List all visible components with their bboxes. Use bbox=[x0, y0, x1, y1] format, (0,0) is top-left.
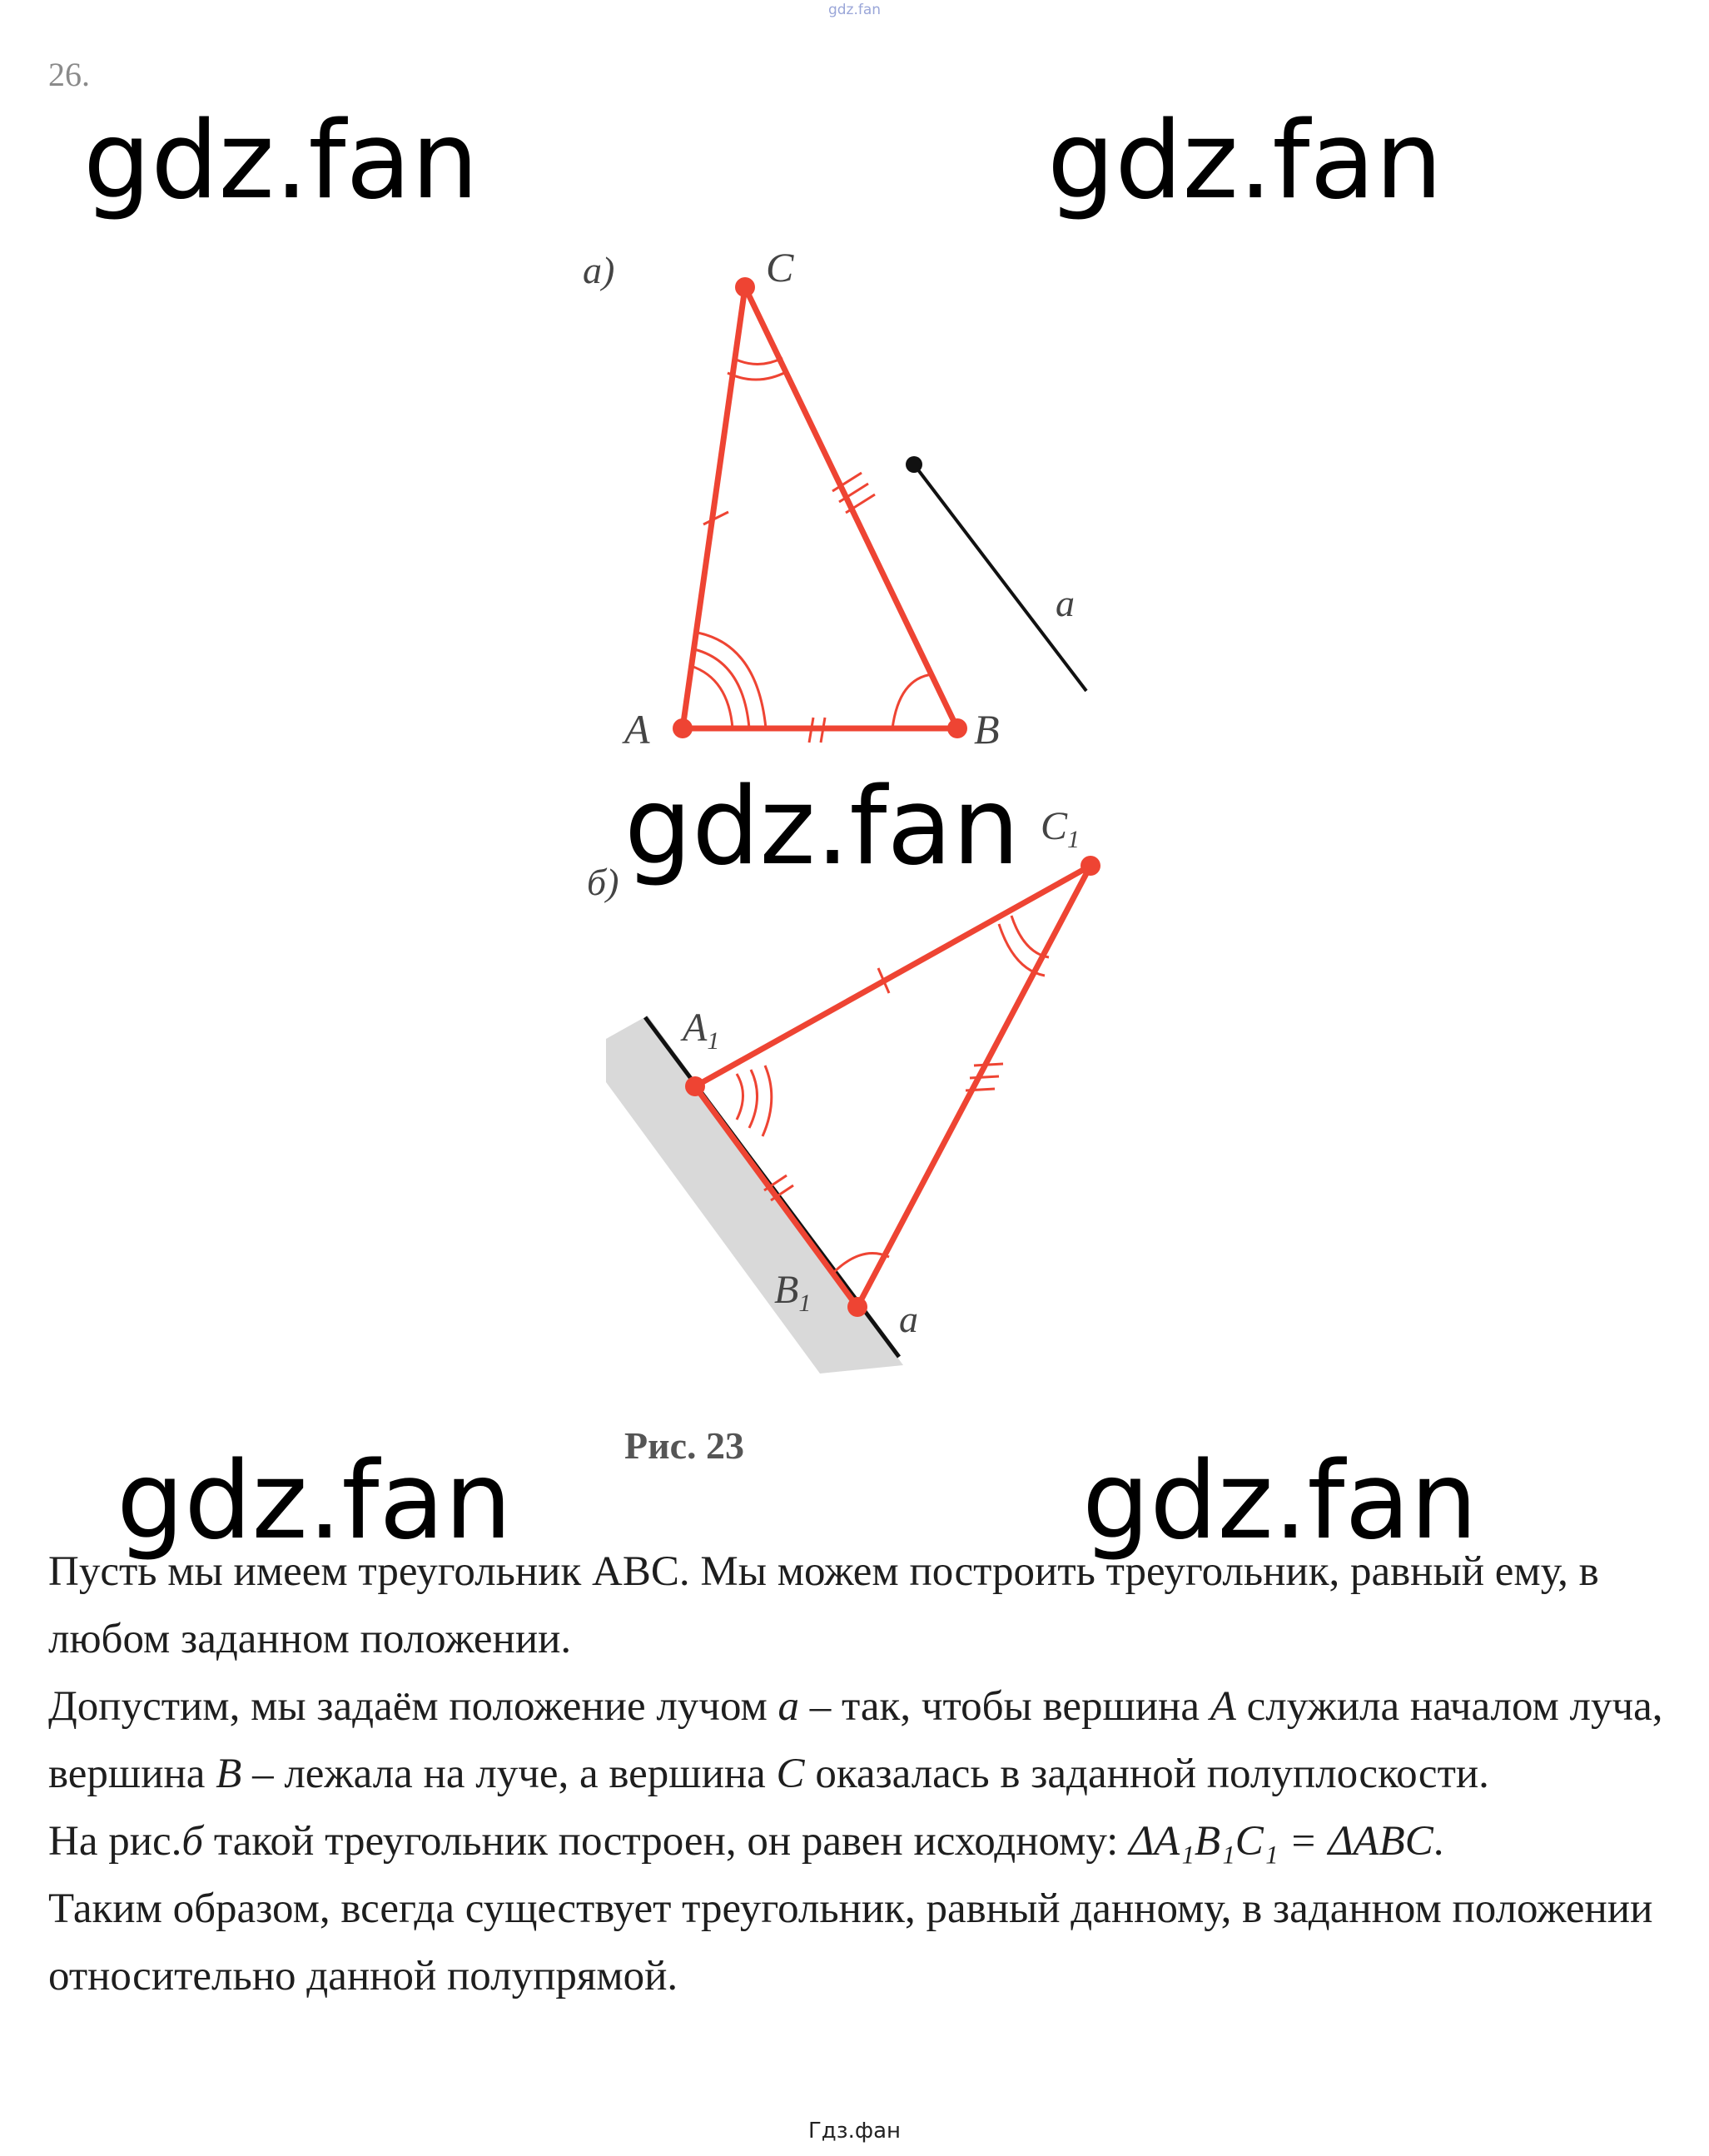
p2-text-3: служила началом луча, вершина bbox=[48, 1683, 1663, 1797]
figure-caption: Рис. 23 bbox=[624, 1424, 745, 1467]
p2-text-4: – лежала на луче, а вершина bbox=[241, 1751, 777, 1797]
solution-paragraph-2 bbox=[48, 1673, 1680, 1808]
vertex-a1-label bbox=[680, 1006, 719, 1055]
angle-b-arc bbox=[892, 674, 932, 728]
solution-paragraph-3 bbox=[48, 1808, 1680, 1875]
watermark-3: gdz.fan bbox=[624, 765, 1020, 889]
site-mark-bottom: Гдз.фан bbox=[807, 2119, 902, 2144]
angle-c1-arcs bbox=[999, 916, 1049, 976]
vertex-b1-point bbox=[847, 1297, 867, 1317]
angle-a1-arcs bbox=[737, 1066, 772, 1136]
vertex-a1-point bbox=[685, 1076, 705, 1096]
p3-text-3: . bbox=[1433, 1818, 1444, 1865]
fig-ref: б bbox=[181, 1818, 204, 1865]
watermark-5: gdz.fan bbox=[1082, 1439, 1478, 1563]
site-mark-top: gdz.fan bbox=[827, 2, 882, 18]
p2-text-2: – так, чтобы вершина bbox=[799, 1683, 1210, 1730]
figure-part-b-label: б) bbox=[587, 861, 619, 903]
watermark-2: gdz.fan bbox=[1047, 99, 1443, 223]
solution-paragraph-1: Пусть мы имеем треугольник ABC. Мы можем построить треугольник, равный ему, в любом заданном положении. bbox=[48, 1548, 1599, 1662]
solution-text bbox=[48, 1538, 1680, 2010]
vertex-b-point bbox=[947, 718, 967, 738]
var-a: a bbox=[777, 1683, 800, 1730]
angle-a-arcs bbox=[691, 633, 766, 728]
vertex-c-point bbox=[735, 277, 755, 297]
watermark-1: gdz.fan bbox=[83, 99, 479, 223]
vertex-c1-point bbox=[1081, 856, 1100, 876]
ray-a-origin bbox=[906, 456, 922, 473]
watermark-4: gdz.fan bbox=[117, 1439, 512, 1563]
vertex-c-label: C bbox=[766, 244, 794, 291]
p3-text-2: такой треугольник построен, он равен исходному: bbox=[203, 1818, 1130, 1865]
var-C: C bbox=[776, 1751, 805, 1797]
vertex-a-label: A bbox=[624, 706, 650, 753]
vertex-a1-letter: A bbox=[683, 1006, 708, 1050]
vertex-c1-letter: C bbox=[1041, 804, 1068, 848]
triangle-abc bbox=[683, 287, 957, 728]
p2-text-5: оказалась в заданной полуплоскости. bbox=[804, 1751, 1489, 1797]
var-B: B bbox=[216, 1751, 242, 1797]
congruence-formula: ΔA₁B₁C₁ = ΔABC bbox=[1129, 1818, 1433, 1865]
vertex-b1-subscript: 1 bbox=[798, 1289, 812, 1317]
ray-a bbox=[914, 464, 1086, 691]
figure-part-a-label: а) bbox=[583, 249, 615, 291]
solution-paragraph-4: Таким образом, всегда существует треугольник, равный данному, в заданном положении относительно данной полупрямой. bbox=[48, 1885, 1653, 2000]
p3-text-1: На рис. bbox=[48, 1818, 182, 1865]
ray-a-b-label: a bbox=[899, 1298, 918, 1340]
half-plane-shading bbox=[606, 1016, 903, 1374]
vertex-c1-subscript: 1 bbox=[1067, 826, 1081, 853]
ray-a-label: a bbox=[1056, 582, 1075, 624]
vertex-b-label: B bbox=[974, 706, 1000, 753]
problem-number: 26. bbox=[48, 56, 90, 93]
vertex-a1-subscript: 1 bbox=[707, 1027, 720, 1055]
p2-text-1: Допустим, мы задаём положение лучом bbox=[48, 1683, 778, 1730]
vertex-c1-label bbox=[1041, 804, 1080, 853]
var-A: A bbox=[1210, 1683, 1236, 1730]
vertex-a-point bbox=[673, 718, 693, 738]
vertex-b1-letter: B bbox=[774, 1268, 799, 1312]
